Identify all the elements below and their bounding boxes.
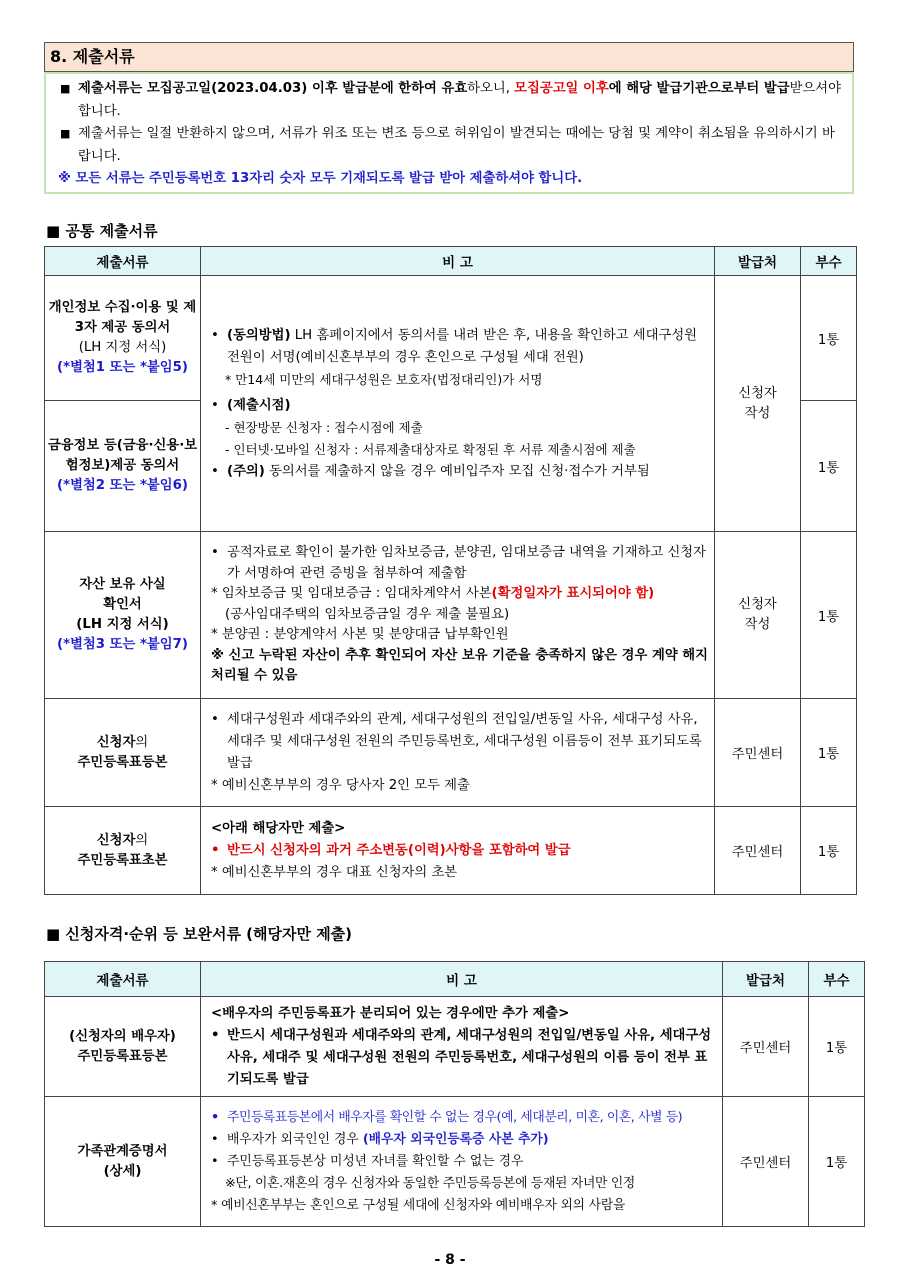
- doc-resident-register: [45, 699, 201, 807]
- list-item: [211, 709, 708, 775]
- bullet-icon: •: [211, 842, 220, 858]
- family-note: [201, 1097, 723, 1227]
- notice-box: [44, 72, 854, 194]
- doc-name: 자산 보유 사실확인서: [79, 577, 166, 612]
- issuer-text: 신청자 작성: [738, 597, 777, 632]
- note-text: * 예비신혼부부의 경우 대표 신청자의 초본: [211, 864, 458, 880]
- doc-attachment: (*별첨1 또는 *붙임5): [57, 360, 188, 375]
- list-item: [211, 1129, 716, 1151]
- notice-issuer: 에 해당 발급기관으로부터 발급: [608, 81, 790, 96]
- note-text: * 예비신혼부부의 경우 당사자 2인 모두 제출: [211, 777, 470, 793]
- doc-form: (LH 지정 서식): [78, 340, 167, 355]
- doc-name: 금융정보 등(금융·신용·보험정보)제공 동의서: [47, 438, 198, 473]
- table-row: [45, 532, 857, 699]
- notice-text: 하오니,: [467, 81, 515, 96]
- table-row: [45, 807, 857, 895]
- doc-particle: 의: [135, 734, 149, 750]
- doc-particle: 의: [135, 832, 149, 848]
- list-item: [211, 1107, 716, 1129]
- note-warning: ※ 신고 누락된 자산이 추후 확인되어 자산 보유 기준을 충족하지 않은 경우 계약 해지 처리될 수 있음: [211, 647, 708, 684]
- note-condition: <배우자의 주민등록표가 분리되어 있는 경우에만 추가 제출>: [211, 1005, 570, 1021]
- table-row: [45, 276, 857, 401]
- doc-resident-abstract: [45, 807, 201, 895]
- note-highlight: 주민등록표등본에서 배우자를 확인할 수 없는 경우(예, 세대분리, 미혼, 이혼, 사별 등): [227, 1109, 683, 1125]
- issuer-cell: 주민센터: [715, 807, 801, 895]
- note-label: (동의방법): [227, 327, 291, 343]
- note-text: * 분양권 : 분양계약서 사본 및 분양대금 납부확인원: [211, 627, 509, 643]
- note-highlight: (확정일자가 표시되어야 함): [491, 586, 655, 602]
- note-text: LH 홈페이지에서 동의서를 내려 받은 후, 내용을 확인하고 세대구성원 전원이 서명(예비신혼부부의 경우 혼인으로 구성될 세대 전원): [227, 327, 698, 365]
- list-item: [211, 584, 708, 605]
- header-note: 비 고: [201, 247, 715, 276]
- abstract-note: [201, 807, 715, 895]
- doc-name: 주민등록표초본: [77, 852, 168, 868]
- list-item: [211, 1025, 716, 1091]
- doc-name: (신청자의 배우자): [69, 1028, 176, 1044]
- common-docs-heading: ■ 공통 제출서류: [46, 222, 158, 240]
- square-bullet-icon: ■: [60, 82, 71, 95]
- note-sub: - 인터넷·모바일 신청자 : 서류제출대상자로 확정된 후 서류 제출시점에 제출: [225, 441, 636, 457]
- doc-name: 가족관계증명서: [77, 1143, 168, 1159]
- doc-name: 개인정보 수집·이용 및 제3자 제공 동의서: [48, 300, 197, 335]
- doc-consent-finance: [45, 401, 201, 532]
- count-cell: 1통: [801, 699, 857, 807]
- note-sub: (공사임대주택의 임차보증금일 경우 제출 불필요): [225, 606, 510, 622]
- note-text: 동의서를 제출하지 않을 경우 예비입주자 모집 신청·접수가 거부됨: [264, 463, 650, 479]
- note-text: * 예비신혼부부는 혼인으로 구성될 세대에 신청자와 예비배우자 외의 사람을: [211, 1197, 626, 1213]
- register-note: [201, 699, 715, 807]
- note-label: (주의): [227, 463, 265, 479]
- supp-docs-heading: ■ 신청자격·순위 등 보완서류 (해당자만 제출): [46, 925, 353, 943]
- table-header-row: [45, 962, 865, 997]
- note-text: 반드시 세대구성원과 세대주와의 관계, 세대구성원의 전입일/변동일 사유, 세대구성 사유, 세대주 및 세대구성원 전원의 주민등록번호, 세대구성원의 이름 등이 전부 표기되도록 발급: [227, 1027, 712, 1087]
- note-highlight: 반드시 신청자의 과거 주소변동(이력)사항을 포함하여 발급: [227, 842, 571, 858]
- doc-consent-personal: [45, 276, 201, 401]
- list-item: [211, 461, 708, 483]
- note-text: 세대구성원과 세대주와의 관계, 세대구성원의 전입일/변동일 사유, 세대구성 사유, 세대주 및 세대구성원 전원의 주민등록번호, 세대구성원 이름등이 전부 표기되도록 발급: [227, 711, 702, 771]
- notice-highlight: 모집공고일 이후: [514, 81, 609, 96]
- note-sub: - 현장방문 신청자 : 접수시점에 제출: [225, 419, 423, 435]
- count-cell: 1통: [801, 532, 857, 699]
- header-doc: 제출서류: [45, 962, 201, 997]
- doc-name: (상세): [103, 1163, 142, 1179]
- count-cell: 1통: [801, 276, 857, 401]
- count-cell: 1통: [809, 997, 865, 1097]
- note-label: (제출시점): [227, 397, 291, 413]
- note-text: 배우자가 외국인인 경우: [227, 1131, 363, 1147]
- bullet-icon: •: [211, 711, 219, 727]
- list-item: [211, 395, 708, 417]
- issuer-cell: [715, 276, 801, 532]
- table-row: [45, 699, 857, 807]
- section-title: 8. 제출서류: [44, 42, 854, 72]
- issuer-text: 신청자 작성: [738, 385, 777, 421]
- notice-item-2: [54, 123, 844, 168]
- list-item: [211, 1151, 716, 1173]
- bullet-icon: •: [211, 463, 219, 479]
- count-cell: 1통: [801, 401, 857, 532]
- table-row: [45, 997, 865, 1097]
- doc-name: 주민등록표등본: [77, 1048, 168, 1064]
- bullet-icon: •: [211, 397, 219, 413]
- list-item: [211, 325, 708, 369]
- square-bullet-icon: ■: [60, 127, 71, 140]
- doc-name: 신청자: [96, 832, 136, 848]
- notice-validity: 제출서류는 모집공고일(2023.04.03) 이후 발급분에 한하여 유효: [78, 81, 468, 96]
- doc-name: 신청자: [96, 734, 136, 750]
- list-item: [211, 840, 708, 862]
- note-sub: * 만14세 미만의 세대구성원은 보호자(법정대리인)가 서명: [225, 371, 543, 387]
- asset-note: [201, 532, 715, 699]
- header-issuer: 발급처: [723, 962, 809, 997]
- bullet-icon: •: [211, 1027, 220, 1043]
- header-issuer: 발급처: [715, 247, 801, 276]
- doc-form: (LH 지정 서식): [76, 617, 169, 632]
- count-cell: 1통: [809, 1097, 865, 1227]
- doc-attachment: (*별첨3 또는 *붙임7): [57, 637, 188, 652]
- header-count: 부수: [809, 962, 865, 997]
- bullet-icon: •: [211, 545, 219, 561]
- bullet-icon: •: [211, 327, 219, 343]
- spouse-note: [201, 997, 723, 1097]
- note-text: 주민등록표등본상 미성년 자녀를 확인할 수 없는 경우: [227, 1153, 524, 1169]
- notice-item-1: [54, 78, 844, 123]
- note-highlight: (배우자 외국인등록증 사본 추가): [362, 1131, 549, 1147]
- common-docs-table: [44, 246, 857, 895]
- doc-name: 주민등록표등본: [77, 754, 168, 770]
- note-text: * 임차보증금 및 임대보증금 : 임대차계약서 사본: [211, 586, 492, 602]
- page-number: - 8 -: [434, 1252, 466, 1268]
- issuer-cell: 주민센터: [723, 1097, 809, 1227]
- note-condition: <아래 해당자만 제출>: [211, 820, 346, 836]
- note-sub: ※단, 이혼.재혼의 경우 신청자와 동일한 주민등록등본에 등재된 자녀만 인정: [225, 1175, 635, 1191]
- bullet-icon: •: [211, 1109, 220, 1125]
- issuer-cell: [715, 532, 801, 699]
- table-header-row: [45, 247, 857, 276]
- supp-docs-table: [44, 961, 865, 1227]
- count-cell: 1통: [801, 807, 857, 895]
- issuer-cell: 주민센터: [723, 997, 809, 1097]
- doc-family-certificate: [45, 1097, 201, 1227]
- doc-asset-confirmation: [45, 532, 201, 699]
- notice-return: 제출서류는 일절 반환하지 않으며, 서류가 위조 또는 변조 등으로 허위임이 발견되는 때에는 당첨 및 계약이 취소됨을 유의하시기 바랍니다.: [78, 126, 835, 164]
- doc-attachment: (*별첨2 또는 *붙임6): [57, 478, 188, 493]
- header-count: 부수: [801, 247, 857, 276]
- list-item: [211, 543, 708, 584]
- header-note: 비 고: [201, 962, 723, 997]
- header-doc: 제출서류: [45, 247, 201, 276]
- notice-resident-number: ※ 모든 서류는 주민등록번호 13자리 숫자 모두 기재되도록 발급 받아 제출하셔야 합니다.: [58, 171, 583, 186]
- notice-text-end: 받으셔야 합니다.: [78, 81, 841, 119]
- consent-note: [201, 276, 715, 532]
- doc-spouse-register: [45, 997, 201, 1097]
- bullet-icon: •: [211, 1131, 219, 1147]
- issuer-cell: 주민센터: [715, 699, 801, 807]
- note-text: 공적자료로 확인이 불가한 임차보증금, 분양권, 임대보증금 내역을 기재하고 신청자가 서명하여 관련 증빙을 첨부하여 제출함: [227, 545, 706, 581]
- bullet-icon: •: [211, 1153, 219, 1169]
- table-row: [45, 1097, 865, 1227]
